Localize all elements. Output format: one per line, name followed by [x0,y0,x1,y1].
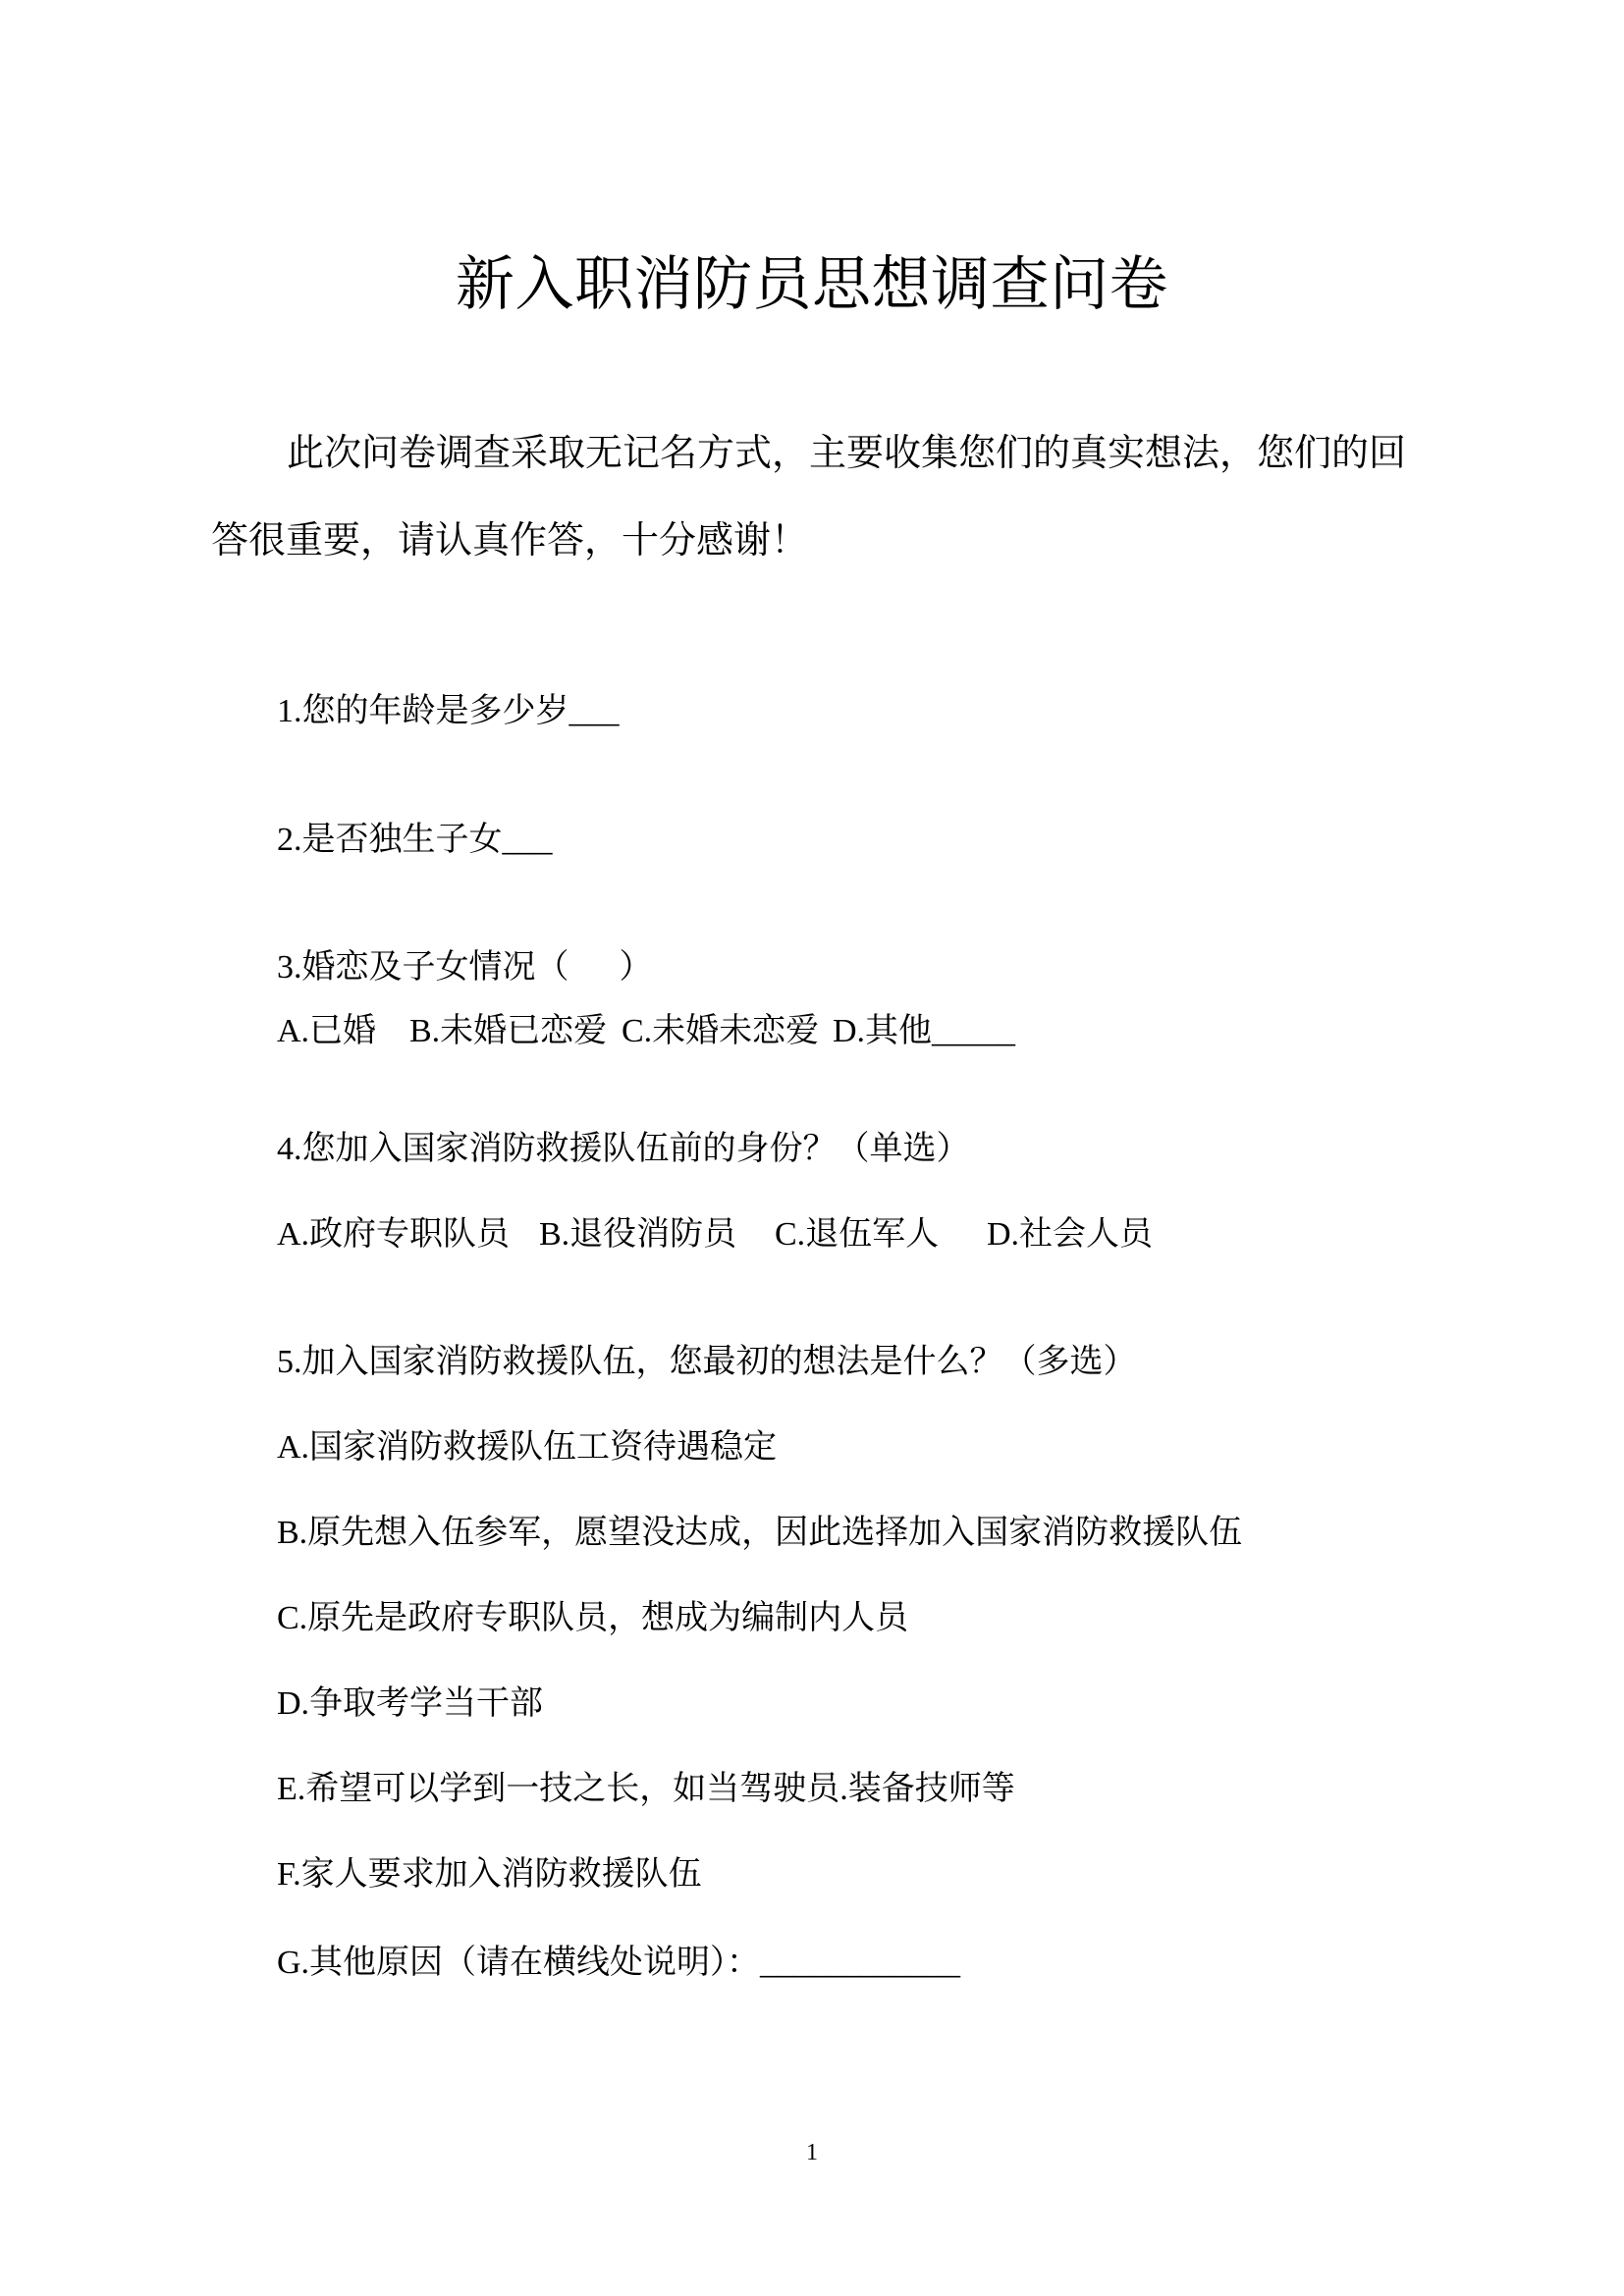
question-4-option-b: B.退役消防员 [539,1216,737,1253]
question-4: 4.您加入国家消防救援队伍前的身份？（单选） [277,1131,970,1167]
intro-line-1: 此次问卷调查采取无记名方式，主要收集您们的真实想法，您们的回 [287,431,1407,474]
page-number: 1 [806,2140,818,2165]
question-5-option-c: C.原先是政府专职队员，想成为编制内人员 [277,1600,909,1636]
question-5-option-d: D.争取考学当干部 [277,1685,544,1722]
question-4-option-a: A.政府专职队员 [277,1216,511,1253]
question-5-option-b: B.原先想入伍参军，愿望没达成，因此选择加入国家消防救援队伍 [277,1515,1243,1551]
question-5-option-g: G.其他原因（请在横线处说明）：____________ [277,1945,961,1981]
question-1: 1.您的年龄是多少岁___ [277,693,620,729]
document-title: 新入职消防员思想调查问卷 [456,250,1168,319]
question-3: 3.婚恋及子女情况（ ） [277,949,653,986]
question-3-option-a: A.已婚 [277,1013,377,1049]
question-3-option-c: C.未婚未恋爱 [622,1013,820,1049]
question-4-option-d: D.社会人员 [987,1216,1154,1253]
question-3-option-d: D.其他_____ [833,1013,1016,1049]
question-5-option-a: A.国家消防救援队伍工资待遇稳定 [277,1429,778,1466]
intro-line-2: 答很重要，请认真作答，十分感谢！ [211,518,809,561]
question-5-option-e: E.希望可以学到一技之长，如当驾驶员.装备技师等 [277,1771,1015,1807]
question-5-option-f: F.家人要求加入消防救援队伍 [277,1856,702,1893]
question-5: 5.加入国家消防救援队伍，您最初的想法是什么？（多选） [277,1344,1137,1380]
question-3-option-b: B.未婚已恋爱 [409,1013,608,1049]
question-2: 2.是否独生子女___ [277,822,553,858]
question-4-option-c: C.退伍军人 [775,1216,940,1253]
